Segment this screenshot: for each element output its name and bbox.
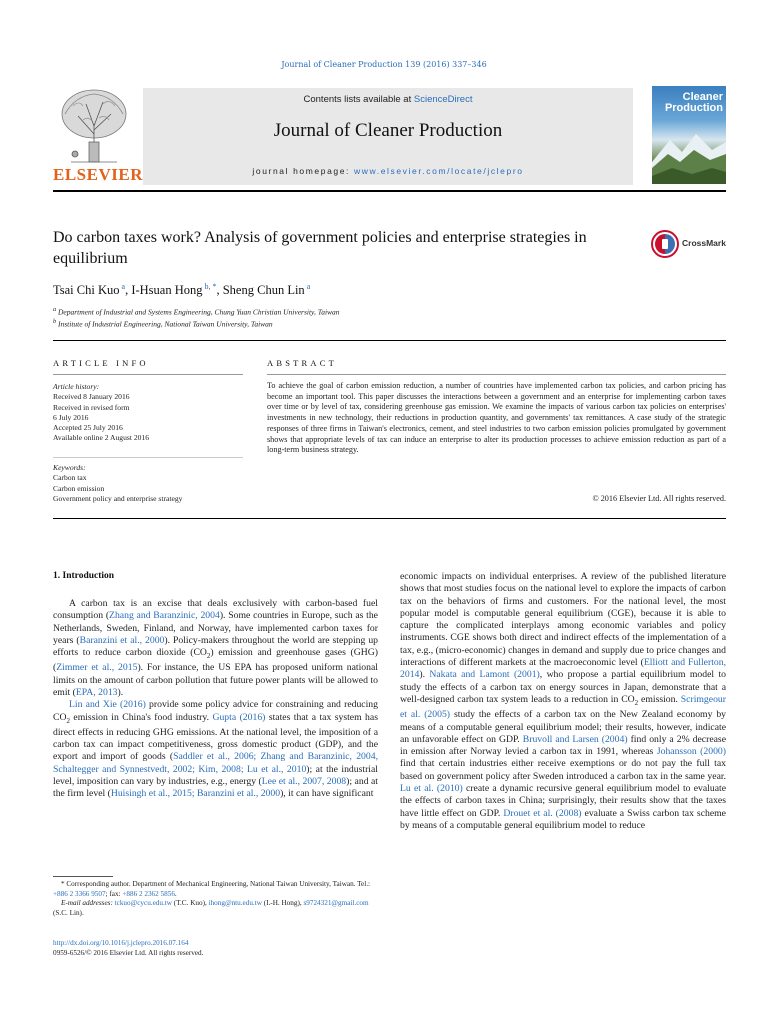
keywords bbox=[53, 463, 243, 504]
citation-link[interactable]: Johansson (2000) bbox=[656, 746, 726, 758]
cover-title-line-2: Production bbox=[664, 102, 723, 114]
email-owner-1: (T.C. Kuo), bbox=[171, 899, 209, 908]
journal-title: Journal of Cleaner Production bbox=[273, 120, 503, 141]
text-run: states that a tax system has direct effects in reducing GHG emissions. At the national level, the imposition of a carbon tax can impact competitiveness, gross domestic product (GDP), and the export and import of goods ( bbox=[53, 711, 378, 763]
fax-suffix: . bbox=[174, 889, 177, 898]
text-run: emission. bbox=[638, 693, 681, 705]
history-item: Received in revised form bbox=[53, 402, 130, 412]
abstract-copyright: © 2016 Elsevier Ltd. All rights reserved. bbox=[592, 494, 726, 503]
body-column-right bbox=[400, 571, 726, 832]
citation-link[interactable]: Gupta (2016) bbox=[212, 711, 266, 723]
history-item: Accepted 25 July 2016 bbox=[53, 423, 123, 433]
cover-title-line-1: Cleaner bbox=[682, 91, 723, 103]
citation-link[interactable]: Lu et al. (2010) bbox=[400, 782, 463, 794]
fax-link[interactable]: +886 2 2362 5856 bbox=[122, 889, 175, 898]
keywords-rule bbox=[53, 457, 243, 458]
email-label: E-mail addresses: bbox=[61, 899, 115, 908]
citation-link[interactable]: Huisingh et al., 2015; Baranzini et al., 2000 bbox=[110, 788, 281, 800]
affiliation-sup: a bbox=[53, 306, 57, 313]
citation-link[interactable]: Scrimgeour et al. (2005) bbox=[400, 693, 726, 721]
author-affiliation-sup[interactable]: a bbox=[304, 282, 311, 291]
text-run: ). Policy-makers throughout the world are stepping up efforts to reduce carbon dioxide (CO bbox=[53, 634, 379, 659]
text-run: , who propose a partial equilibrium model to study the effects of a carbon tax on energy sources in Japan, demonstrate that a well-designed carbon tax system leads to a reduction in CO bbox=[400, 669, 726, 705]
email-owner-2: (I.-H. Hong), bbox=[261, 899, 302, 908]
affiliation-sup: b bbox=[53, 318, 57, 325]
author-affiliation-sup[interactable]: a bbox=[119, 282, 126, 291]
text-run: study the effects of a carbon tax on the New Zealand economy by means of a computable general equilibrium model; their results, however, indicate an unfavorable effect on GDP. bbox=[400, 709, 727, 745]
author-name: Tsai Chi Kuo bbox=[53, 283, 120, 298]
subscript: 2 bbox=[634, 698, 639, 707]
mountain-icon bbox=[652, 132, 726, 184]
article-rule bbox=[53, 340, 726, 341]
citation-link[interactable]: Baranzini et al., 2000 bbox=[79, 634, 165, 646]
keyword: Carbon tax bbox=[53, 473, 87, 483]
article-info-heading: ARTICLE INFO bbox=[53, 358, 149, 368]
history-item: Received 8 January 2016 bbox=[53, 392, 130, 402]
abstract-text: To achieve the goal of carbon emission reduction, a number of countries have implemented carbon tax policies, and carbon pricing has become an important tool. This paper discusses the interactions between a government and an enterprise for implementing carbon taxes over time or by level of tax, considering greenhouse gas emission. We examine the impacts of various carbon tax policies on enterprises' investments in new technology, their reductions in production quantity, and governments' tax remittances. A case study of the strategic responses of three firms in Taiwan's electronics, cement, and steel industries to two carbon emission policies promulgated by government shows that appropriate levels of tax can induce an enterprise to alter its production processes to achieve emission reduction as part of a long-term business strategy. bbox=[267, 381, 726, 455]
author-name: I-Hsuan Hong bbox=[131, 283, 203, 298]
sciencedirect-link[interactable]: ScienceDirect bbox=[413, 94, 473, 105]
paragraph bbox=[53, 699, 378, 800]
citation-link[interactable]: Drouet et al. (2008) bbox=[503, 807, 582, 819]
homepage-prefix: journal homepage: bbox=[252, 166, 354, 176]
citation-link[interactable]: Bruvoll and Larsen (2004) bbox=[522, 733, 628, 745]
history-item: 6 July 2016 bbox=[53, 412, 89, 422]
text-run: provide some policy advice for constraining and reducing CO bbox=[53, 699, 378, 723]
affiliation-text: Department of Industrial and Systems Engineering, Chung Yuan Christian University, Taiwan bbox=[58, 307, 340, 317]
article-history bbox=[53, 382, 243, 444]
email-link-3[interactable]: s9724321@gmail.com bbox=[303, 899, 369, 908]
text-run: find that certain industries either receive exemptions or do not pay the full tax based on government policy after Sweden introduced a carbon tax in the same year. bbox=[400, 758, 726, 782]
affiliation-a bbox=[53, 306, 340, 317]
keyword: Carbon emission bbox=[53, 483, 105, 493]
text-run: ). For instance, the US EPA has proposed uniform national limits on the amount of carbon pollution that future power plants will be allowed to emit ( bbox=[53, 662, 378, 699]
citation-link[interactable]: Elliott and Fullerton, 2014 bbox=[400, 657, 726, 681]
author-name: Sheng Chun Lin bbox=[222, 283, 305, 298]
journal-homepage bbox=[143, 166, 633, 176]
citation-link[interactable]: Zhang and Baranzinic, 2004 bbox=[109, 610, 220, 622]
subscript: 2 bbox=[66, 716, 70, 725]
header-rule bbox=[53, 190, 726, 192]
citation-link[interactable]: Lee et al., 2007, 2008 bbox=[261, 776, 347, 788]
author-affiliation-sup[interactable]: b, * bbox=[202, 282, 217, 291]
footnote-text: * Corresponding author. Department of Mechanical Engineering, National Taiwan University, Taiwan. Tel.: bbox=[61, 880, 370, 888]
body-rule bbox=[53, 518, 726, 519]
text-run: economic impacts on individual enterprises. A review of the published literature shows that most studies focus on the national level to explore the impacts of carbon tax on the behaviors of firms and customers. For the national level, the most popular model is computable general equilibrium (CGE), because it is able to capture the complicated interplays among economic variables and policy instruments. CGE shows both direct and indirect effects of the implementation of a tax, e.g., (micro-economic) changes in demand and supply due to price changes and interactions of different markets at the macroeconomic level ( bbox=[400, 571, 726, 669]
history-item: Available online 2 August 2016 bbox=[53, 433, 150, 443]
author-list bbox=[53, 282, 613, 298]
homepage-link[interactable]: www.elsevier.com/locate/jclepro bbox=[353, 166, 524, 176]
paper-title: Do carbon taxes work? Analysis of government policies and enterprise strategies in equilibrium bbox=[53, 229, 587, 267]
section-heading-introduction: 1. Introduction bbox=[53, 571, 115, 581]
doi-link[interactable]: http://dx.doi.org/10.1016/j.jclepro.2016.07.164 bbox=[53, 939, 189, 947]
text-run: ); at the industrial level, imposition can vary by industries, e.g., energy ( bbox=[53, 763, 378, 788]
text-run: ). bbox=[419, 669, 430, 681]
citation-link[interactable]: Lin and Xie (2016) bbox=[69, 699, 146, 711]
journal-citation[interactable]: Journal of Cleaner Production 139 (2016) 337–346 bbox=[281, 60, 487, 69]
citation-link[interactable]: Zimmer et al., 2015 bbox=[56, 662, 138, 674]
contents-prefix: Contents lists available at bbox=[303, 94, 414, 105]
text-run: ); and at the firm level ( bbox=[53, 776, 378, 800]
email-link-2[interactable]: ihong@ntu.edu.tw bbox=[208, 899, 262, 908]
email-owner-3: (S.C. Lin). bbox=[53, 908, 84, 917]
footnote-rule bbox=[53, 876, 113, 877]
crossmark-label: CrossMark bbox=[682, 238, 726, 248]
doi-block bbox=[53, 938, 383, 958]
issn-copyright: 0959-6526/© 2016 Elsevier Ltd. All rights reserved. bbox=[53, 949, 204, 957]
citation-link[interactable]: Nakata and Lamont (2001) bbox=[429, 669, 540, 681]
publisher-name: ELSEVIER bbox=[53, 165, 143, 184]
subscript: 2 bbox=[206, 652, 211, 661]
email-link-1[interactable]: tckuo@cycu.edu.tw bbox=[114, 899, 172, 908]
fax-prefix: ; fax: bbox=[105, 889, 123, 898]
article-info-rule bbox=[53, 374, 243, 375]
keyword: Government policy and enterprise strategy bbox=[53, 493, 183, 503]
text-run: create a dynamic recursive general equilibrium model to evaluate the effects of carbon taxes in China; surprisingly, their results show that the taxes have little effect on GDP. bbox=[400, 782, 726, 819]
abstract-heading: ABSTRACT bbox=[267, 358, 337, 368]
author-separator: , bbox=[216, 283, 223, 298]
paragraph bbox=[53, 598, 378, 699]
body-column-left bbox=[53, 598, 378, 801]
text-run: ), it can have significant bbox=[280, 788, 374, 800]
crossmark-button[interactable] bbox=[651, 228, 741, 260]
contents-line bbox=[143, 94, 633, 105]
journal-cover-image[interactable] bbox=[652, 86, 726, 184]
abstract-rule bbox=[267, 374, 726, 375]
text-run: emission in China's food industry. bbox=[69, 711, 213, 723]
citation-link[interactable]: Saddler et al., 2006; Zhang and Baranzinic, 2004, Schaltegger and Synnestvedt, 2002; Kim, 2008; Lu et al., 2010 bbox=[53, 751, 378, 775]
affiliation-b bbox=[53, 318, 273, 329]
text-run: evaluate a Swiss carbon tax scheme by means of a computable general equilibrium model to reduce bbox=[400, 807, 726, 831]
text-run: A carbon tax is an excise that deals exclusively with carbon-based fuel consumption ( bbox=[53, 598, 378, 622]
author-separator: , bbox=[125, 283, 132, 298]
citation-link[interactable]: EPA, 2013 bbox=[75, 687, 118, 699]
tel-link[interactable]: +886 2 3366 9507 bbox=[53, 889, 106, 898]
keywords-label: Keywords: bbox=[53, 463, 86, 472]
text-run: ) emission and greenhouse gases (GHG) ( bbox=[53, 647, 378, 674]
cover-title bbox=[652, 92, 726, 114]
corresponding-author-footnote bbox=[53, 880, 383, 918]
paragraph bbox=[400, 571, 726, 832]
text-run: ). bbox=[117, 687, 124, 699]
elsevier-tree-icon bbox=[53, 84, 135, 164]
text-run: ). Some countries in Europe, such as the Netherlands, Sweden, Finland, and Norway, have implemented carbon taxes for years ( bbox=[53, 610, 378, 646]
affiliation-text: Institute of Industrial Engineering, National Taiwan University, Taiwan bbox=[58, 319, 273, 329]
history-label: Article history: bbox=[53, 382, 100, 391]
crossmark-icon bbox=[651, 230, 679, 258]
text-run: find only a 2% decrease in emission after Norway levied a carbon tax in 1991, whereas bbox=[400, 733, 726, 758]
